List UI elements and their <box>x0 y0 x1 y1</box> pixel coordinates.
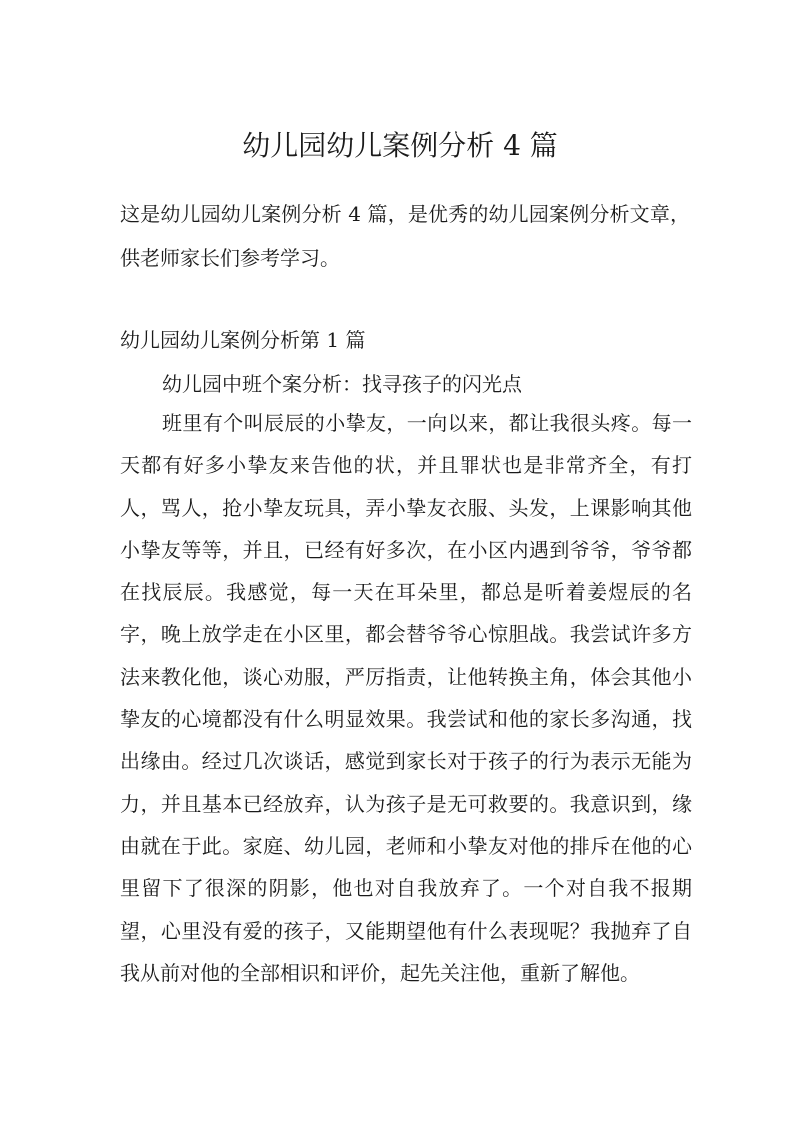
section-heading: 幼儿园幼儿案例分析第 1 篇 <box>120 328 366 352</box>
body-paragraph: 班里有个叫辰辰的小挚友，一向以来，都让我很头疼。每一天都有好多小挚友来告他的状，并且罪状也是非常齐全，有打人，骂人，抢小挚友玩具，弄小挚友衣服、头发，上课影响其他小挚友等等，并且，已经有好多次，在小区内遇到爷爷，爷爷都在找辰辰。我感觉，每一天在耳朵里，都总是听着姜煜辰的名字，晚上放学走在小区里，都会替爷爷心惊胆战。我尝试许多方法来教化他，谈心劝服，严厉指责，让他转换主角，体会其他小挚友的心境都没有什么明显效果。我尝试和他的家长多沟通，找出缘由。经过几次谈话，感觉到家长对于孩子的行为表示无能为力，并且基本已经放弃，认为孩子是无可救要的。我意识到，缘由就在于此。家庭、幼儿园，老师和小挚友对他的排斥在他的心里留下了很深的阴影，他也对自我放弃了。一个对自我不报期望，心里没有爱的孩子，又能期望他有什么表现呢？我抛弃了自我从前对他的全部相识和评价，起先关注他，重新了解他。 <box>120 411 692 985</box>
case-subheading: 幼儿园中班个案分析：找寻孩子的闪光点 <box>162 372 522 396</box>
document-title: 幼儿园幼儿案例分析 4 篇 <box>242 129 558 162</box>
intro-paragraph: 这是幼儿园幼儿案例分析 4 篇，是优秀的幼儿园案例分析文章，供老师家长们参考学习。 <box>120 202 690 270</box>
